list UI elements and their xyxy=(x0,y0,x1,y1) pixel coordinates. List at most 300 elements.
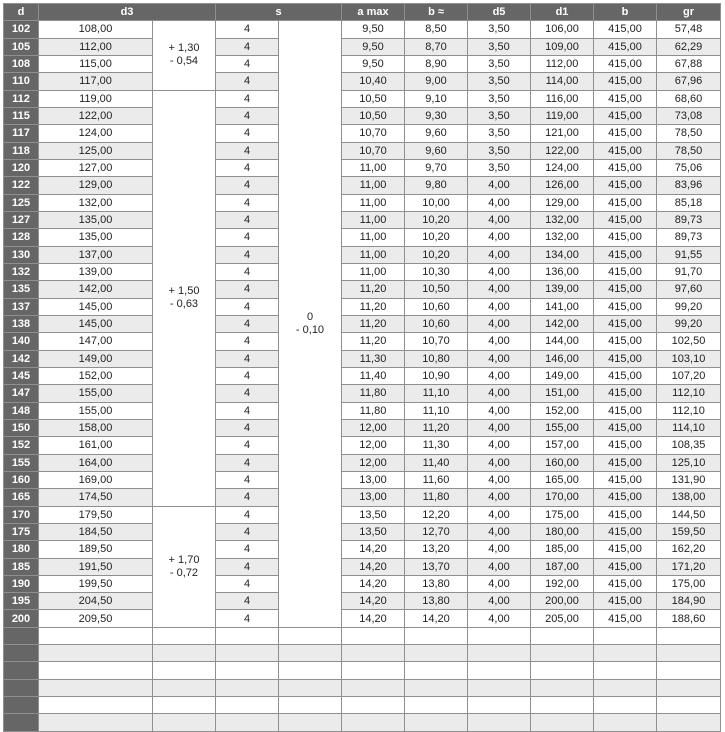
cell-b: 415,00 xyxy=(594,367,657,384)
cell-d1: 134,00 xyxy=(531,246,594,263)
s-tolerance xyxy=(279,21,342,627)
cell-d1: 152,00 xyxy=(531,402,594,419)
cell-b: 415,00 xyxy=(594,211,657,228)
blank-cell xyxy=(216,627,279,644)
blank-cell xyxy=(216,679,279,696)
blank-cell xyxy=(279,645,342,662)
cell-gr: 89,73 xyxy=(657,229,721,246)
cell-d5: 4,00 xyxy=(468,437,531,454)
cell-d3: 132,00 xyxy=(39,194,153,211)
cell-d1: 122,00 xyxy=(531,142,594,159)
cell-a-max: 12,00 xyxy=(342,454,405,471)
cell-b: 415,00 xyxy=(594,21,657,38)
header-d3: d3 xyxy=(39,4,216,21)
cell-a-max: 10,50 xyxy=(342,107,405,124)
blank-cell xyxy=(39,697,153,714)
table-row xyxy=(4,298,721,315)
cell-a-max: 11,80 xyxy=(342,402,405,419)
cell-a-max: 11,20 xyxy=(342,281,405,298)
cell-s: 4 xyxy=(216,298,279,315)
cell-d3: 137,00 xyxy=(39,246,153,263)
cell-d: 142 xyxy=(4,350,39,367)
header-d: d xyxy=(4,4,39,21)
cell-d1: 112,00 xyxy=(531,55,594,72)
cell-a-max: 11,00 xyxy=(342,211,405,228)
cell-s: 4 xyxy=(216,142,279,159)
cell-gr: 91,55 xyxy=(657,246,721,263)
cell-s: 4 xyxy=(216,177,279,194)
blank-cell xyxy=(39,679,153,696)
table-row xyxy=(4,419,721,436)
cell-a-max: 10,70 xyxy=(342,125,405,142)
cell-gr: 188,60 xyxy=(657,610,721,627)
blank-cell-d xyxy=(4,679,39,696)
cell-d3: 142,00 xyxy=(39,281,153,298)
cell-d1: 205,00 xyxy=(531,610,594,627)
cell-b-approx: 10,20 xyxy=(405,211,468,228)
table-row xyxy=(4,142,721,159)
cell-d1: 175,00 xyxy=(531,506,594,523)
cell-s: 4 xyxy=(216,211,279,228)
table-row xyxy=(4,471,721,488)
cell-d3: 145,00 xyxy=(39,298,153,315)
cell-s: 4 xyxy=(216,437,279,454)
blank-cell xyxy=(657,662,721,679)
cell-b: 415,00 xyxy=(594,159,657,176)
blank-cell xyxy=(153,714,216,731)
blank-cell xyxy=(39,662,153,679)
cell-b-approx: 9,80 xyxy=(405,177,468,194)
blank-cell xyxy=(216,714,279,731)
cell-d3: 147,00 xyxy=(39,333,153,350)
cell-d5: 3,50 xyxy=(468,73,531,90)
blank-cell xyxy=(279,697,342,714)
cell-a-max: 11,00 xyxy=(342,177,405,194)
cell-gr: 108,35 xyxy=(657,437,721,454)
cell-d1: 136,00 xyxy=(531,263,594,280)
cell-d: 118 xyxy=(4,142,39,159)
cell-d1: 132,00 xyxy=(531,229,594,246)
header-b: b xyxy=(594,4,657,21)
cell-d: 165 xyxy=(4,489,39,506)
cell-s: 4 xyxy=(216,385,279,402)
blank-cell xyxy=(531,714,594,731)
cell-gr: 138,00 xyxy=(657,489,721,506)
blank-cell-d xyxy=(4,645,39,662)
blank-cell xyxy=(657,627,721,644)
blank-cell xyxy=(657,714,721,731)
cell-d1: 124,00 xyxy=(531,159,594,176)
cell-d: 140 xyxy=(4,333,39,350)
cell-a-max: 11,40 xyxy=(342,367,405,384)
cell-b-approx: 11,30 xyxy=(405,437,468,454)
cell-d: 195 xyxy=(4,593,39,610)
cell-d1: 180,00 xyxy=(531,523,594,540)
cell-a-max: 11,00 xyxy=(342,246,405,263)
cell-b-approx: 8,70 xyxy=(405,38,468,55)
cell-b: 415,00 xyxy=(594,90,657,107)
blank-cell xyxy=(342,697,405,714)
cell-d3: 209,50 xyxy=(39,610,153,627)
cell-d3: 155,00 xyxy=(39,385,153,402)
table-row xyxy=(4,610,721,627)
cell-d3: 112,00 xyxy=(39,38,153,55)
table-row xyxy=(4,523,721,540)
cell-b-approx: 10,70 xyxy=(405,333,468,350)
cell-d: 152 xyxy=(4,437,39,454)
cell-d3: 122,00 xyxy=(39,107,153,124)
cell-b-approx: 10,80 xyxy=(405,350,468,367)
cell-d3: 117,00 xyxy=(39,73,153,90)
cell-d1: 165,00 xyxy=(531,471,594,488)
cell-d3: 119,00 xyxy=(39,90,153,107)
table-row xyxy=(4,38,721,55)
blank-cell-d xyxy=(4,627,39,644)
cell-d5: 4,00 xyxy=(468,194,531,211)
cell-d5: 3,50 xyxy=(468,38,531,55)
blank-cell xyxy=(594,714,657,731)
table-row xyxy=(4,246,721,263)
cell-b-approx: 13,70 xyxy=(405,558,468,575)
cell-gr: 62,29 xyxy=(657,38,721,55)
cell-d: 125 xyxy=(4,194,39,211)
cell-a-max: 11,20 xyxy=(342,298,405,315)
cell-s: 4 xyxy=(216,402,279,419)
table-row xyxy=(4,506,721,523)
cell-gr: 68,60 xyxy=(657,90,721,107)
blank-cell xyxy=(39,627,153,644)
cell-d1: 155,00 xyxy=(531,419,594,436)
table-row xyxy=(4,281,721,298)
blank-cell xyxy=(594,627,657,644)
cell-s: 4 xyxy=(216,541,279,558)
cell-d3: 158,00 xyxy=(39,419,153,436)
cell-d3: 115,00 xyxy=(39,55,153,72)
blank-cell xyxy=(279,627,342,644)
cell-s: 4 xyxy=(216,281,279,298)
cell-d3: 189,50 xyxy=(39,541,153,558)
cell-d5: 4,00 xyxy=(468,558,531,575)
cell-d1: 200,00 xyxy=(531,593,594,610)
blank-cell xyxy=(531,645,594,662)
blank-cell xyxy=(468,627,531,644)
cell-d5: 4,00 xyxy=(468,610,531,627)
cell-a-max: 9,50 xyxy=(342,55,405,72)
cell-b-approx: 12,70 xyxy=(405,523,468,540)
blank-cell xyxy=(468,662,531,679)
cell-s: 4 xyxy=(216,125,279,142)
table-row xyxy=(4,454,721,471)
cell-d3: 127,00 xyxy=(39,159,153,176)
cell-gr: 67,96 xyxy=(657,73,721,90)
cell-d3: 204,50 xyxy=(39,593,153,610)
cell-gr: 184,90 xyxy=(657,593,721,610)
cell-d: 190 xyxy=(4,575,39,592)
cell-d: 147 xyxy=(4,385,39,402)
cell-b: 415,00 xyxy=(594,142,657,159)
cell-d5: 4,00 xyxy=(468,541,531,558)
cell-a-max: 13,50 xyxy=(342,523,405,540)
cell-d5: 3,50 xyxy=(468,125,531,142)
cell-b: 415,00 xyxy=(594,402,657,419)
blank-cell xyxy=(468,714,531,731)
cell-d: 137 xyxy=(4,298,39,315)
cell-d5: 3,50 xyxy=(468,159,531,176)
blank-cell xyxy=(594,662,657,679)
table-row xyxy=(4,55,721,72)
cell-d5: 4,00 xyxy=(468,350,531,367)
cell-d1: 192,00 xyxy=(531,575,594,592)
cell-a-max: 11,20 xyxy=(342,315,405,332)
cell-d: 110 xyxy=(4,73,39,90)
cell-b-approx: 12,20 xyxy=(405,506,468,523)
cell-b-approx: 10,20 xyxy=(405,246,468,263)
cell-d5: 3,50 xyxy=(468,55,531,72)
cell-d5: 4,00 xyxy=(468,575,531,592)
cell-gr: 67,88 xyxy=(657,55,721,72)
blank-cell-d xyxy=(4,697,39,714)
cell-b-approx: 13,80 xyxy=(405,593,468,610)
table-row xyxy=(4,315,721,332)
header-b-approx: b ≈ xyxy=(405,4,468,21)
header-row xyxy=(4,4,721,21)
blank-cell xyxy=(153,697,216,714)
cell-gr: 85,18 xyxy=(657,194,721,211)
cell-a-max: 10,40 xyxy=(342,73,405,90)
cell-b: 415,00 xyxy=(594,471,657,488)
cell-d: 122 xyxy=(4,177,39,194)
cell-d3: 164,00 xyxy=(39,454,153,471)
cell-b: 415,00 xyxy=(594,263,657,280)
d3-tolerance xyxy=(153,21,216,90)
cell-b: 415,00 xyxy=(594,125,657,142)
table-row xyxy=(4,90,721,107)
cell-d: 148 xyxy=(4,402,39,419)
cell-b: 415,00 xyxy=(594,489,657,506)
cell-d1: 185,00 xyxy=(531,541,594,558)
table-row xyxy=(4,558,721,575)
cell-a-max: 13,50 xyxy=(342,506,405,523)
blank-cell xyxy=(342,714,405,731)
cell-d5: 3,50 xyxy=(468,21,531,38)
cell-d5: 4,00 xyxy=(468,229,531,246)
cell-d: 115 xyxy=(4,107,39,124)
dimension-table-sheet xyxy=(3,3,721,717)
cell-d: 130 xyxy=(4,246,39,263)
cell-s: 4 xyxy=(216,21,279,38)
cell-d1: 121,00 xyxy=(531,125,594,142)
cell-b: 415,00 xyxy=(594,194,657,211)
cell-d1: 106,00 xyxy=(531,21,594,38)
cell-d3: 161,00 xyxy=(39,437,153,454)
cell-d3: 139,00 xyxy=(39,263,153,280)
d3-tolerance-upper: + 1,70 xyxy=(168,553,200,566)
table-row xyxy=(4,21,721,38)
cell-a-max: 12,00 xyxy=(342,437,405,454)
cell-gr: 131,90 xyxy=(657,471,721,488)
blank-cell xyxy=(39,645,153,662)
blank-cell xyxy=(405,627,468,644)
blank-cell xyxy=(279,714,342,731)
table-row xyxy=(4,263,721,280)
header-s: s xyxy=(216,4,342,21)
table-row xyxy=(4,402,721,419)
cell-gr: 89,73 xyxy=(657,211,721,228)
cell-d1: 144,00 xyxy=(531,333,594,350)
table-row xyxy=(4,211,721,228)
cell-d5: 4,00 xyxy=(468,263,531,280)
blank-cell xyxy=(216,697,279,714)
cell-b-approx: 10,50 xyxy=(405,281,468,298)
cell-d: 145 xyxy=(4,367,39,384)
cell-b-approx: 9,00 xyxy=(405,73,468,90)
cell-d: 135 xyxy=(4,281,39,298)
table-row xyxy=(4,159,721,176)
cell-s: 4 xyxy=(216,489,279,506)
cell-d3: 174,50 xyxy=(39,489,153,506)
cell-b: 415,00 xyxy=(594,541,657,558)
cell-b: 415,00 xyxy=(594,73,657,90)
d3-tolerance-lower: - 0,72 xyxy=(169,566,199,579)
cell-b: 415,00 xyxy=(594,437,657,454)
cell-gr: 99,20 xyxy=(657,298,721,315)
cell-a-max: 12,00 xyxy=(342,419,405,436)
cell-b: 415,00 xyxy=(594,610,657,627)
blank-cell xyxy=(594,679,657,696)
cell-s: 4 xyxy=(216,159,279,176)
table-row xyxy=(4,541,721,558)
table-row xyxy=(4,593,721,610)
cell-a-max: 11,80 xyxy=(342,385,405,402)
blank-cell xyxy=(153,645,216,662)
cell-d3: 135,00 xyxy=(39,229,153,246)
cell-b-approx: 10,00 xyxy=(405,194,468,211)
blank-cell xyxy=(531,697,594,714)
blank-cell xyxy=(594,697,657,714)
cell-b: 415,00 xyxy=(594,281,657,298)
cell-a-max: 11,20 xyxy=(342,333,405,350)
cell-s: 4 xyxy=(216,506,279,523)
cell-b: 415,00 xyxy=(594,506,657,523)
cell-d3: 184,50 xyxy=(39,523,153,540)
blank-row xyxy=(4,697,721,714)
table-row xyxy=(4,125,721,142)
cell-s: 4 xyxy=(216,419,279,436)
table-row xyxy=(4,194,721,211)
cell-d5: 3,50 xyxy=(468,107,531,124)
cell-s: 4 xyxy=(216,350,279,367)
cell-gr: 83,96 xyxy=(657,177,721,194)
cell-d1: 149,00 xyxy=(531,367,594,384)
blank-cell xyxy=(342,679,405,696)
cell-s: 4 xyxy=(216,523,279,540)
cell-b-approx: 10,90 xyxy=(405,367,468,384)
cell-d: 175 xyxy=(4,523,39,540)
d3-tolerance-lower: - 0,54 xyxy=(169,55,199,68)
cell-s: 4 xyxy=(216,55,279,72)
cell-d: 185 xyxy=(4,558,39,575)
cell-d5: 4,00 xyxy=(468,419,531,436)
blank-cell xyxy=(153,662,216,679)
cell-a-max: 14,20 xyxy=(342,593,405,610)
cell-b: 415,00 xyxy=(594,575,657,592)
dimension-table xyxy=(3,3,721,732)
header-gr: gr xyxy=(657,4,721,21)
blank-cell xyxy=(468,697,531,714)
cell-d5: 4,00 xyxy=(468,593,531,610)
blank-cell xyxy=(153,627,216,644)
cell-d: 180 xyxy=(4,541,39,558)
cell-d1: 146,00 xyxy=(531,350,594,367)
cell-d3: 155,00 xyxy=(39,402,153,419)
blank-row xyxy=(4,627,721,644)
cell-gr: 91,70 xyxy=(657,263,721,280)
cell-s: 4 xyxy=(216,471,279,488)
cell-d5: 4,00 xyxy=(468,246,531,263)
cell-gr: 107,20 xyxy=(657,367,721,384)
cell-a-max: 11,00 xyxy=(342,263,405,280)
blank-cell xyxy=(405,645,468,662)
cell-gr: 57,48 xyxy=(657,21,721,38)
cell-d: 132 xyxy=(4,263,39,280)
cell-b-approx: 11,10 xyxy=(405,385,468,402)
cell-d5: 4,00 xyxy=(468,333,531,350)
cell-d: 102 xyxy=(4,21,39,38)
table-row xyxy=(4,385,721,402)
cell-d1: 170,00 xyxy=(531,489,594,506)
cell-d5: 4,00 xyxy=(468,298,531,315)
cell-d3: 135,00 xyxy=(39,211,153,228)
cell-d1: 160,00 xyxy=(531,454,594,471)
cell-s: 4 xyxy=(216,610,279,627)
blank-cell xyxy=(594,645,657,662)
cell-d3: 191,50 xyxy=(39,558,153,575)
cell-gr: 99,20 xyxy=(657,315,721,332)
cell-gr: 114,10 xyxy=(657,419,721,436)
cell-a-max: 9,50 xyxy=(342,21,405,38)
cell-gr: 75,06 xyxy=(657,159,721,176)
cell-d5: 3,50 xyxy=(468,90,531,107)
cell-d1: 142,00 xyxy=(531,315,594,332)
cell-a-max: 14,20 xyxy=(342,541,405,558)
cell-b: 415,00 xyxy=(594,38,657,55)
cell-b: 415,00 xyxy=(594,350,657,367)
cell-b: 415,00 xyxy=(594,385,657,402)
cell-a-max: 11,00 xyxy=(342,159,405,176)
cell-s: 4 xyxy=(216,333,279,350)
cell-s: 4 xyxy=(216,38,279,55)
cell-b-approx: 10,60 xyxy=(405,298,468,315)
cell-d5: 4,00 xyxy=(468,506,531,523)
cell-d5: 4,00 xyxy=(468,402,531,419)
header-d5: d5 xyxy=(468,4,531,21)
blank-cell xyxy=(531,627,594,644)
cell-d: 150 xyxy=(4,419,39,436)
cell-gr: 73,08 xyxy=(657,107,721,124)
cell-b: 415,00 xyxy=(594,419,657,436)
cell-d3: 152,00 xyxy=(39,367,153,384)
cell-d: 155 xyxy=(4,454,39,471)
cell-b-approx: 13,20 xyxy=(405,541,468,558)
cell-d1: 157,00 xyxy=(531,437,594,454)
cell-d1: 141,00 xyxy=(531,298,594,315)
cell-d: 120 xyxy=(4,159,39,176)
d3-tolerance xyxy=(153,90,216,506)
cell-b: 415,00 xyxy=(594,558,657,575)
cell-a-max: 11,00 xyxy=(342,229,405,246)
cell-b-approx: 13,80 xyxy=(405,575,468,592)
cell-d5: 4,00 xyxy=(468,489,531,506)
